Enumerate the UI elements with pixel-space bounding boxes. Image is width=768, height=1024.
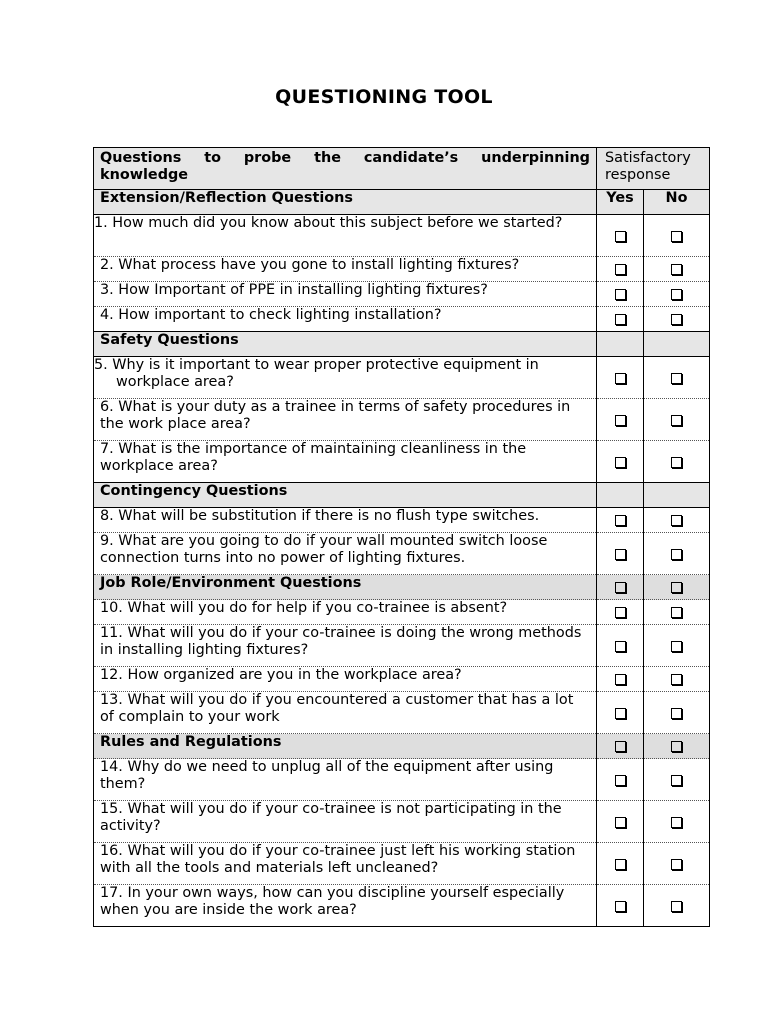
no-cell — [644, 441, 710, 483]
question-row — [94, 667, 710, 692]
yes-checkbox[interactable] — [615, 859, 626, 870]
no-cell — [644, 357, 710, 399]
no-checkbox[interactable] — [671, 457, 682, 468]
question-row — [94, 843, 710, 885]
yes-cell — [597, 441, 644, 483]
question-row — [94, 399, 710, 441]
no-checkbox[interactable] — [671, 817, 682, 828]
question-row — [94, 257, 710, 282]
no-cell — [644, 885, 710, 927]
section-row — [94, 190, 710, 215]
question-text: 4. How important to check lighting installation? — [94, 307, 597, 332]
question-text: 10. What will you do for help if you co-trainee is absent? — [94, 600, 597, 625]
section-title: Safety Questions — [94, 332, 597, 357]
no-checkbox[interactable] — [671, 859, 682, 870]
no-column-label: No — [644, 190, 710, 215]
no-cell — [644, 625, 710, 667]
yes-cell — [597, 843, 644, 885]
table-header-row — [94, 148, 710, 190]
no-cell — [644, 801, 710, 843]
section-title: Extension/Reflection Questions — [94, 190, 597, 215]
section-row — [94, 332, 710, 357]
yes-checkbox[interactable] — [615, 457, 626, 468]
no-cell — [644, 759, 710, 801]
question-text: 5. Why is it important to wear proper protective equipment in workplace area? — [94, 357, 597, 399]
no-checkbox[interactable] — [671, 549, 682, 560]
yes-cell — [597, 282, 644, 307]
yes-checkbox[interactable] — [615, 674, 626, 685]
yes-cell — [597, 257, 644, 282]
question-text: 12. How organized are you in the workplace area? — [94, 667, 597, 692]
yes-checkbox[interactable] — [615, 901, 626, 912]
no-checkbox[interactable] — [671, 415, 682, 426]
question-text: 11. What will you do if your co-trainee is doing the wrong methods in installing lighting fixtures? — [94, 625, 597, 667]
yes-cell — [597, 885, 644, 927]
question-text: 3. How Important of PPE in installing lighting fixtures? — [94, 282, 597, 307]
question-text: 14. Why do we need to unplug all of the equipment after using them? — [94, 759, 597, 801]
question-row — [94, 307, 710, 332]
yes-cell — [597, 399, 644, 441]
no-cell — [644, 600, 710, 625]
no-checkbox[interactable] — [671, 515, 682, 526]
question-text: 7. What is the importance of maintaining cleanliness in the workplace area? — [94, 441, 597, 483]
question-row — [94, 759, 710, 801]
no-checkbox[interactable] — [671, 901, 682, 912]
header-satisfactory-response: Satisfactory response — [597, 148, 710, 190]
yes-cell — [597, 307, 644, 332]
yes-checkbox[interactable] — [615, 264, 626, 275]
question-row — [94, 600, 710, 625]
yes-checkbox[interactable] — [615, 775, 626, 786]
yes-cell — [597, 508, 644, 533]
section-row — [94, 575, 710, 600]
no-cell — [644, 667, 710, 692]
yes-checkbox[interactable] — [615, 641, 626, 652]
yes-cell — [597, 533, 644, 575]
no-checkbox[interactable] — [671, 674, 682, 685]
question-row — [94, 625, 710, 667]
question-text: 17. In your own ways, how can you discipline yourself especially when you are inside the work area? — [94, 885, 597, 927]
yes-checkbox[interactable] — [615, 582, 626, 593]
question-row — [94, 215, 710, 257]
question-row — [94, 508, 710, 533]
yes-checkbox[interactable] — [615, 741, 626, 752]
yes-cell — [597, 801, 644, 843]
question-row — [94, 533, 710, 575]
section-title: Job Role/Environment Questions — [94, 575, 597, 600]
yes-cell — [597, 215, 644, 257]
question-text: 15. What will you do if your co-trainee is not participating in the activity? — [94, 801, 597, 843]
yes-checkbox[interactable] — [615, 415, 626, 426]
no-checkbox[interactable] — [671, 314, 682, 325]
question-text: 9. What are you going to do if your wall mounted switch loose connection turns into no power of lighting fixtures. — [94, 533, 597, 575]
no-checkbox[interactable] — [671, 231, 682, 242]
yes-cell — [597, 759, 644, 801]
section-row — [94, 483, 710, 508]
yes-cell — [597, 357, 644, 399]
question-text: 6. What is your duty as a trainee in terms of safety procedures in the work place area? — [94, 399, 597, 441]
yes-checkbox[interactable] — [615, 549, 626, 560]
question-text: 1. How much did you know about this subject before we started? — [94, 215, 597, 257]
section-title: Contingency Questions — [94, 483, 597, 508]
question-text: 2. What process have you gone to install lighting fixtures? — [94, 257, 597, 282]
page-title: QUESTIONING TOOL — [275, 86, 493, 108]
no-cell — [644, 692, 710, 734]
question-row — [94, 801, 710, 843]
yes-cell — [597, 625, 644, 667]
no-checkbox[interactable] — [671, 607, 682, 618]
section-title: Rules and Regulations — [94, 734, 597, 759]
no-checkbox[interactable] — [671, 289, 682, 300]
no-cell — [644, 307, 710, 332]
no-cell — [644, 399, 710, 441]
question-row — [94, 441, 710, 483]
yes-column-label: Yes — [597, 190, 644, 215]
no-checkbox[interactable] — [671, 775, 682, 786]
question-text: 13. What will you do if you encountered a customer that has a lot of complain to your work — [94, 692, 597, 734]
no-cell — [644, 282, 710, 307]
questioning-table — [93, 147, 710, 927]
no-checkbox[interactable] — [671, 741, 682, 752]
no-cell — [644, 508, 710, 533]
question-text: 16. What will you do if your co-trainee just left his working station with all the tools and materials left uncleaned? — [94, 843, 597, 885]
yes-checkbox[interactable] — [615, 314, 626, 325]
yes-cell — [597, 692, 644, 734]
no-checkbox[interactable] — [671, 582, 682, 593]
yes-checkbox[interactable] — [615, 817, 626, 828]
section-row — [94, 734, 710, 759]
header-questions: Questions to probe the candidate’s underpinning knowledge — [94, 148, 597, 190]
no-checkbox[interactable] — [671, 641, 682, 652]
yes-checkbox[interactable] — [615, 607, 626, 618]
no-checkbox[interactable] — [671, 264, 682, 275]
question-row — [94, 357, 710, 399]
no-checkbox[interactable] — [671, 373, 682, 384]
no-checkbox[interactable] — [671, 708, 682, 719]
yes-checkbox[interactable] — [615, 515, 626, 526]
yes-checkbox[interactable] — [615, 708, 626, 719]
question-row — [94, 885, 710, 927]
yes-cell — [597, 600, 644, 625]
yes-cell — [597, 667, 644, 692]
yes-checkbox[interactable] — [615, 289, 626, 300]
question-row — [94, 692, 710, 734]
no-cell — [644, 215, 710, 257]
yes-checkbox[interactable] — [615, 231, 626, 242]
question-row — [94, 282, 710, 307]
no-cell — [644, 843, 710, 885]
no-cell — [644, 533, 710, 575]
no-cell — [644, 257, 710, 282]
yes-checkbox[interactable] — [615, 373, 626, 384]
question-text: 8. What will be substitution if there is no flush type switches. — [94, 508, 597, 533]
